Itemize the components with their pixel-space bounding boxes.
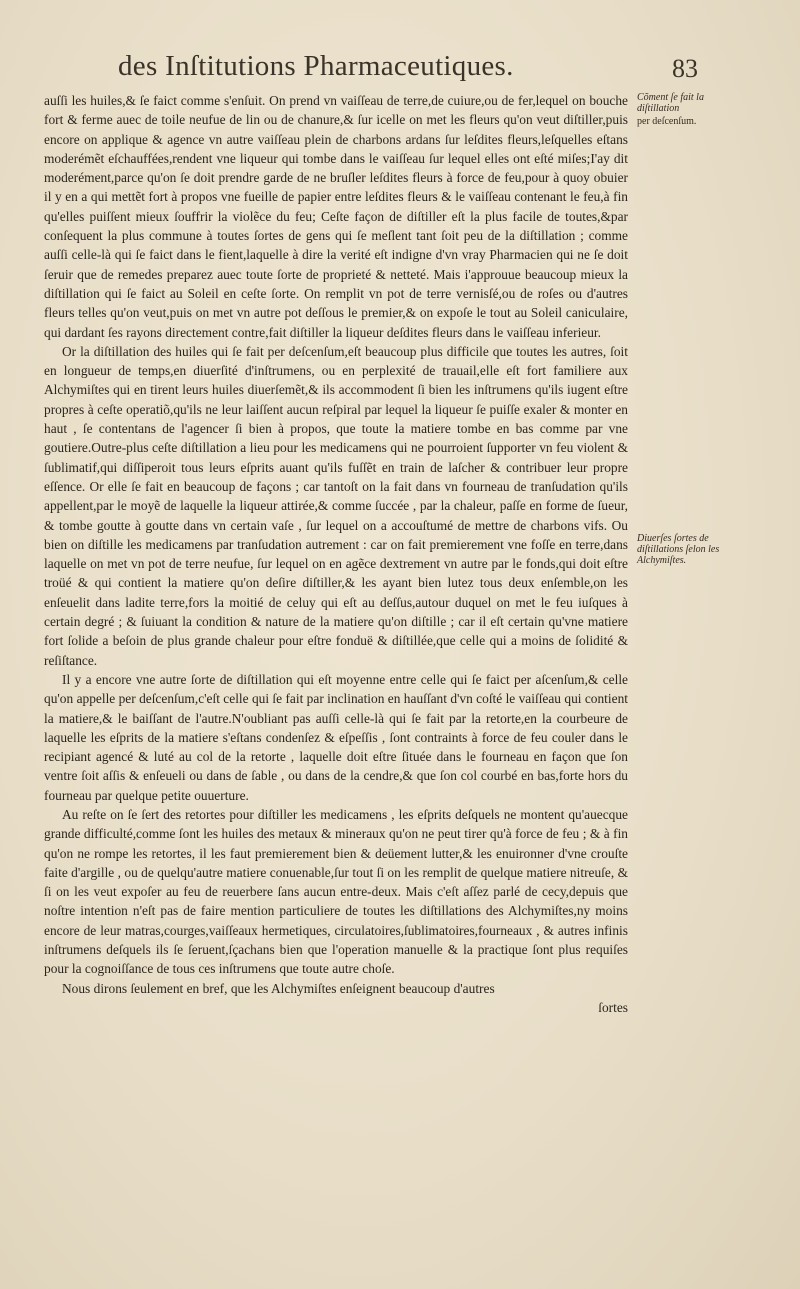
margin-note-per-descensum: per deſcenſum. — [637, 116, 697, 127]
paragraph-4: Au reſte on ſe ſert des retortes pour diſtiller les medicamens , les eſprits deſquels ne montent qu'auecque grande difficulté,comme ſont les huiles des metaux & mineraux qu'on ne peut tirer qu'à force de feu ; & à fin qu'on ne rompe les retortes, il les faut premierement bien & deüement lutter,& les enuironner d'vne crouſte faite d'argille , ou de quelqu'autre matiere conuenable,ſur tout ſi on les remplit de quelque matiere nitreuſe, & ſi on les veut expoſer au feu de reuerbere ſans aucun entre-deux. Mais c'eſt aſſez parlé de cecy,depuis que noſtre intention n'eſt pas de faire mention particuliere de toutes les diſtillations des Alchymiſtes,ny moins encore de leur matras,courges,vaiſſeaux hermetiques, circulatoires,ſublimatoires,fourneaux , & autres infinis inſtrumens deſquels ils ſe ſeruent,ſçachans bien que l'operation manuelle & la practique ſont plus requiſes pour la cognoiſſance de tous ces inſtrumens que toute autre choſe. — [44, 806, 628, 977]
paragraph-2: Or la diſtillation des huiles qui ſe fait per deſcenſum,eſt beaucoup plus difficile que toutes les autres, ſoit en longueur de temps,en diuerſité d'inſtrumens, ou en perplexité de trauail,elle eſt fort familiere aux Alchymiſtes qui en tirent leurs huiles diuerſemẽt,& ils accommodent ſi bien les inſtrumens qu'ils iugent eſtre propres à ceſte operatiõ,qu'ils ne leur laiſſent aucun reſpiral par lequel la liqueur ſe puiſſe exaler & monter en haut , ſe contentans de l'agencer ſi bien à propos, que toute la matiere tombe en bas comme par vne goutiere.Outre-plus ceſte diſtillation a lieu pour les medicamens qui ne pourroient ſupporter vn feu violent & ſublimatif,qui diſſiperoit tous leurs eſprits auant qu'ils fuſſẽt en train de laſcher & contribuer leur propre eſſence. Or elle ſe fait en beaucoup de façons ; car tantoſt on la fait dans vn fourneau de tranſudation qu'ils appellent,par le moyẽ de laquelle la liqueur attirée,& comme ſuccée , par la chaleur, paſſe en forme de ſueur, & tombe goutte à goutte dans vn certain vaſe , ſur lequel on a accouſtumé de mettre de charbons vifs. Ou bien on diſtille les medicamens par tranſudation autrement : car on fait premierement vne foſſe en terre,dans laquelle on met vn pot de terre neufue, ſur lequel on en agẽce dextrement vn autre par le fonds,qui doit eſtre troüé & qui contient la matiere qu'on deſire diſtiller,& les ayant bien lutez tous deux enſemble,on les enſeuelit dans ladite terre,fors la moitié de celuy qui eſt au deſſus,autour duquel on met le feu iuſques à certain degré ; & ſuiuant la condition & nature de la matiere qu'on diſtille ; car il eſt certain qu'vne matiere fort ſolide a beſoin de plus grande chaleur pour eſtre fonduë & diſtillée,que celle qui a moins de ſolidité & reſiſtance. — [44, 343, 628, 668]
paragraph-5: Nous dirons ſeulement en bref, que les Alchymiſtes enſeignent beaucoup d'autres — [62, 980, 495, 996]
margin-note-distillation-method: Cõment ſe fait la diſtillation — [637, 92, 704, 114]
running-title: des Inſtitutions Pharmaceutiques. — [118, 50, 514, 82]
paragraph-3: Il y a encore vne autre ſorte de diſtillation qui eſt moyenne entre celle qui ſe faict per aſcenſum,& celle qu'on appelle per deſcenſum,c'eſt celle qui ſe fait par inclination en hauſſant d'vn coſté le vaiſſeau qui contient la matiere,& le baiſſant de l'autre.N'oubliant pas auſſi celle-là qui ſe fait par la retorte,en la courbeure de laquelle les eſprits de la matiere s'eſtans condenſez & eſpeſſis , ſont contraints à force de feu couler dans le recipiant agencé & luté au col de la retorte , laquelle doit eſtre ſituée dans le fourneau en façon que ſon ventre ſoit aſſis & enſeueli ou dans de ſable , ou dans de la cendre,& que ſon col courbé en bas,forte hors du fourneau par quelque petite ouuerture. — [44, 671, 628, 803]
margin-note-alchemist-distillations: Diuerſes ſortes de diſtillations ſelon les Alchymiſtes. — [637, 533, 720, 566]
body-text — [44, 91, 628, 1017]
paragraph-1: auſſi les huiles,& ſe faict comme s'enſuit. On prend vn vaiſſeau de terre,de cuiure,ou de fer,lequel on bouche fort & ferme auec de toile neufue de lin ou de chanure,& ſur icelle on met les fleurs qu'on veut diſtiller,puis encore on applique & agence vn autre vaiſſeau plein de charbons ardans ſur leſdites fleurs,leſquelles eſtans moderémẽt eſchauffées,rendent vne liqueur qui tombe dans le vaiſſeau ſur lequel elles ont eſté miſes;I'ay dit moderément,parce qu'on ſe doit prendre garde de ne bruſler leſdites fleurs à force de feu,pour à quoy obuier il y en a qui mettẽt fort à propos vne fueille de papier entre leſdites fleurs & le vaiſſeau contenant le feu,à fin qu'elles puiſſent mieux ſouffrir la violẽce du feu; Ceſte façon de diſtiller eſt la plus facile de toutes,&par conſequent la plus commune à toutes ſortes de gens qui ſe meſlent tant ſoit peu de la diſtillation ; comme auſſi celle-là qui ſe faict dans le fient,laquelle à dire la verité eſt indigne d'vn vray Pharmacien qui ne ſe doit ſeruir que de remedes preparez auec toute ſorte de proprieté & netteté. Mais i'approuue beaucoup mieux la diſtillation qui ſe faict au Soleil en ceſte ſorte. On remplit vn pot de terre vernisſé,ou de roſes ou d'autres fleurs telles qu'on veut,puis on met vn autre pot deſſous le premier,& on expoſe le tout au Soleil caniculaire, qui dardant ſes rayons directement contre,fait diſtiller la liqueur deſdites fleurs dans le vaiſſeau inferieur. — [44, 93, 628, 340]
page-number: 83 — [672, 54, 698, 83]
catchword: ſortes — [598, 999, 628, 1015]
